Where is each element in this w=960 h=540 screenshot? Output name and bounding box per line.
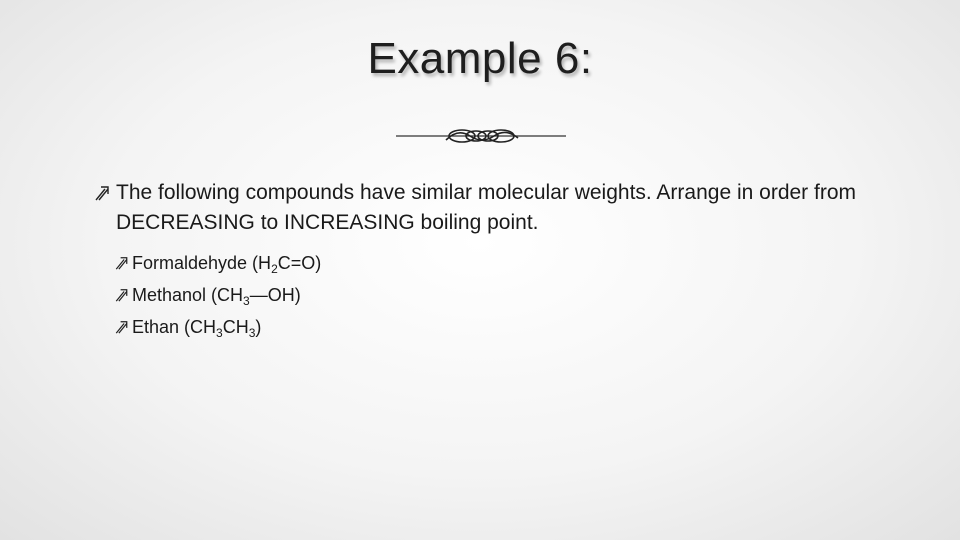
compound-list xyxy=(95,247,885,343)
compound-text: Formaldehyde $(H_2C=O)$ xyxy=(132,253,322,276)
main-bullet-text: The following compounds have similar molecular weights. Arrange in order from DECREASING to INCREASING boiling point. xyxy=(116,181,857,234)
bullet-arrow-icon xyxy=(115,256,128,270)
list-item-formaldehyde xyxy=(115,247,885,279)
slide-title: Example 6: xyxy=(367,34,593,83)
compound-text: Methanol $(CH_3—OH)$ xyxy=(132,285,301,308)
bullet-arrow-icon xyxy=(115,288,128,302)
list-item-ethan xyxy=(115,311,885,343)
list-item-methanol xyxy=(115,279,885,311)
compound-text: Ethan $(CH_3CH_3)$ xyxy=(132,317,262,340)
content-area xyxy=(95,178,885,343)
decorative-divider xyxy=(396,124,566,150)
bullet-arrow-icon xyxy=(115,320,128,334)
main-bullet xyxy=(95,178,885,238)
bullet-arrow-icon xyxy=(95,185,109,201)
